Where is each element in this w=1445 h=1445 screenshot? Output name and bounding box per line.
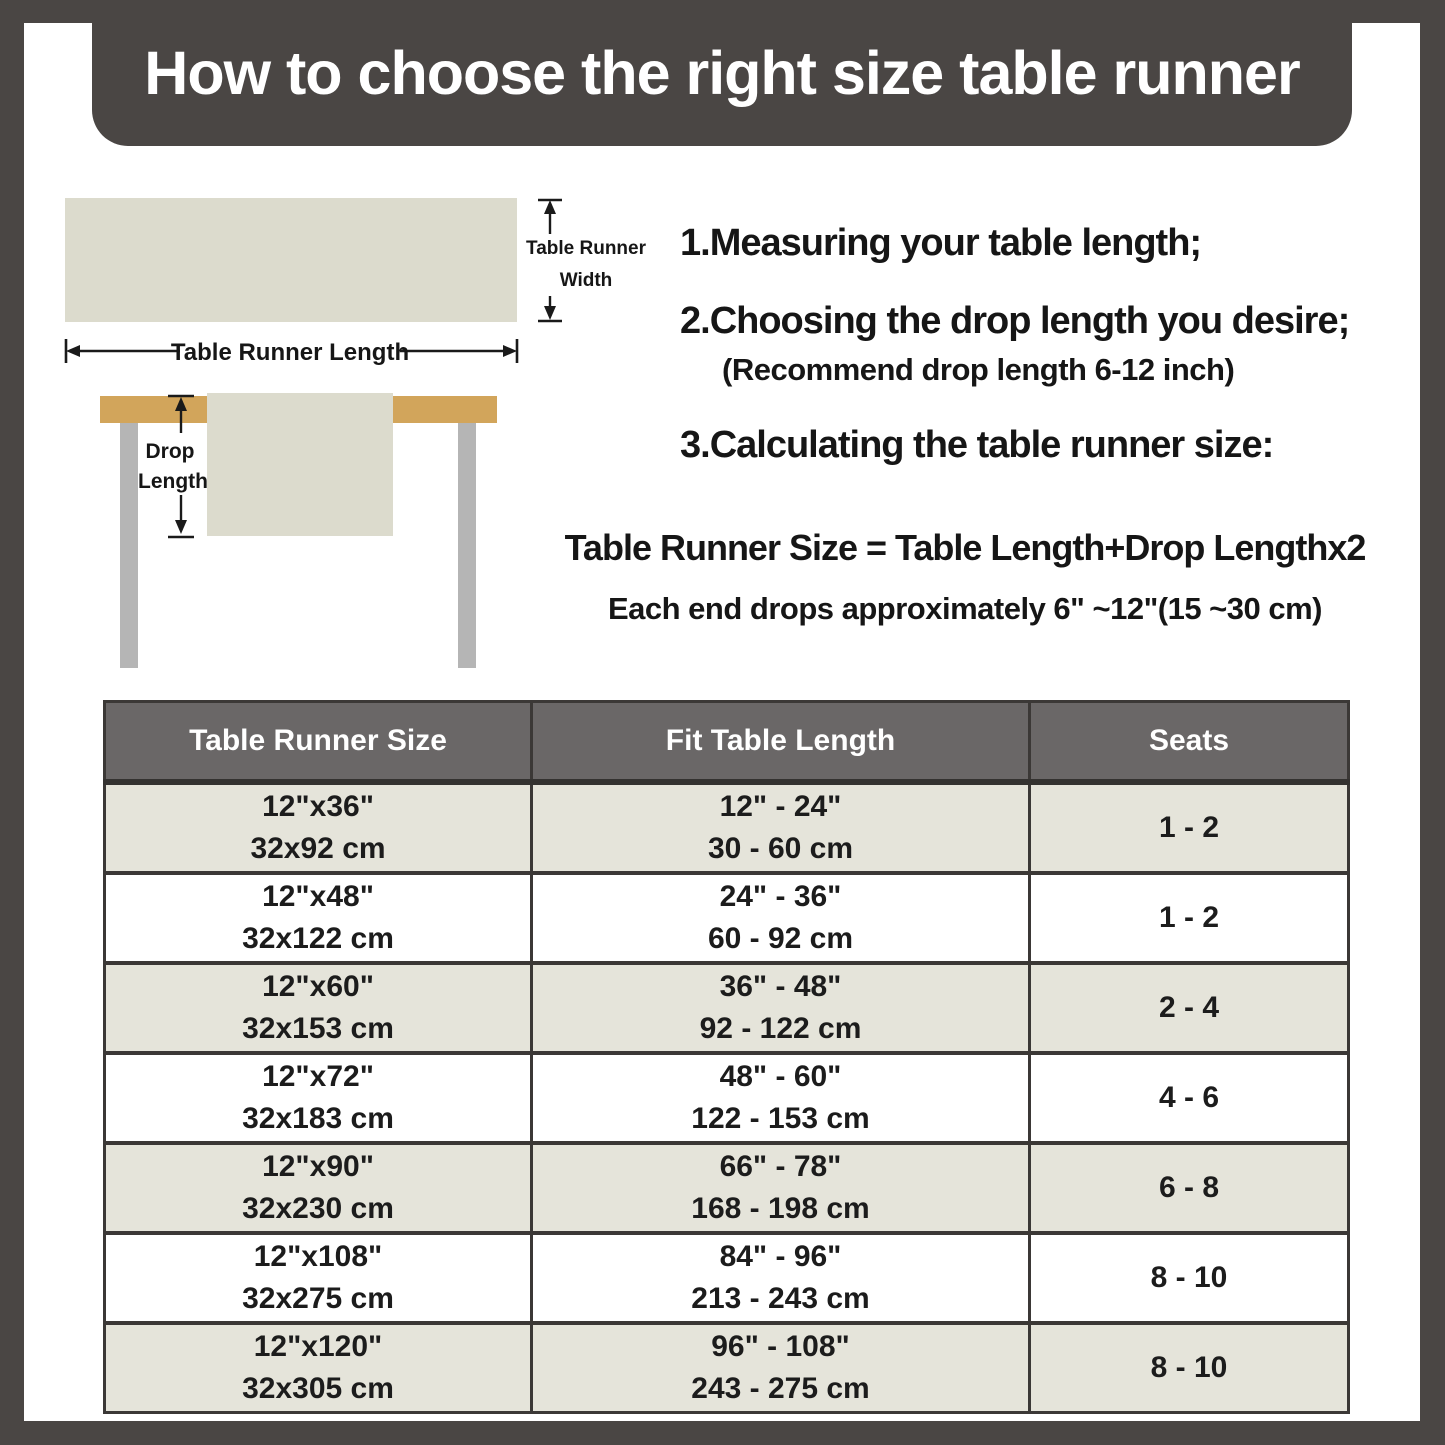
size-inches: 12"x120" — [253, 1330, 383, 1363]
size-inches: 12"x72" — [262, 1060, 374, 1093]
fit-length-cell — [532, 1323, 1030, 1413]
runner-size-cell — [105, 1143, 532, 1233]
width-label-line2: Width — [559, 270, 613, 291]
size-cm: 32x153 cm — [242, 1012, 394, 1045]
runner-size-cell — [105, 963, 532, 1053]
size-inches: 12"x60" — [262, 970, 374, 1003]
table-row — [105, 1053, 1349, 1143]
size-table — [103, 700, 1350, 1414]
table-row — [105, 782, 1349, 873]
size-cm: 32x230 cm — [242, 1192, 394, 1225]
size-cm: 32x92 cm — [250, 832, 386, 865]
col-header-fit-length: Fit Table Length — [532, 702, 1030, 783]
fit-cm: 30 - 60 cm — [707, 832, 854, 865]
fit-cm: 213 - 243 cm — [691, 1282, 870, 1315]
frame-border-bottom — [0, 1421, 1445, 1445]
seats-cell: 4 - 6 — [1030, 1053, 1349, 1143]
size-cm: 32x275 cm — [242, 1282, 394, 1315]
fit-inches: 48" - 60" — [719, 1060, 842, 1093]
size-inches: 12"x48" — [262, 880, 374, 913]
col-header-runner-size: Table Runner Size — [105, 702, 532, 783]
size-inches: 12"x90" — [262, 1150, 374, 1183]
seats-cell: 8 - 10 — [1030, 1233, 1349, 1323]
step-2: 2.Choosing the drop length you desire; — [680, 300, 1350, 342]
seats-cell: 6 - 8 — [1030, 1143, 1349, 1233]
size-table-header-row — [105, 702, 1349, 783]
fit-cm: 60 - 92 cm — [707, 922, 854, 955]
size-inches: 12"x108" — [253, 1240, 383, 1273]
drop-label-line2: Length — [138, 470, 208, 493]
table-row — [105, 1233, 1349, 1323]
col-header-seats: Seats — [1030, 702, 1349, 783]
fit-length-cell — [532, 1233, 1030, 1323]
runner-size-cell — [105, 782, 532, 873]
fit-length-cell — [532, 782, 1030, 873]
title-banner — [92, 0, 1352, 146]
table-row — [105, 963, 1349, 1053]
runner-size-formula: Table Runner Size = Table Length+Drop Lengthx2 — [564, 527, 1366, 568]
step-3: 3.Calculating the table runner size: — [680, 424, 1274, 466]
fit-length-cell — [532, 963, 1030, 1053]
fit-cm: 92 - 122 cm — [699, 1012, 862, 1045]
size-cm: 32x183 cm — [242, 1102, 394, 1135]
frame-border-left — [0, 0, 24, 1445]
seats-cell: 1 - 2 — [1030, 873, 1349, 963]
fit-length-cell — [532, 873, 1030, 963]
step-1: 1.Measuring your table length; — [680, 222, 1202, 264]
drop-range-note: Each end drops approximately 6" ~12"(15 ~30 cm) — [607, 591, 1323, 626]
runner-size-cell — [105, 1053, 532, 1143]
table-leg-right — [458, 423, 476, 668]
drop-label-line1: Drop — [145, 440, 195, 463]
runner-size-cell — [105, 1233, 532, 1323]
width-dimension-arrow — [538, 200, 562, 321]
fit-inches: 84" - 96" — [719, 1240, 842, 1273]
table-row — [105, 873, 1349, 963]
length-label: Table Runner Length — [170, 339, 410, 366]
fit-length-cell — [532, 1143, 1030, 1233]
step-2-note: (Recommend drop length 6-12 inch) — [722, 352, 1235, 387]
runner-size-cell — [105, 873, 532, 963]
table-runner-draped — [207, 393, 393, 536]
seats-cell: 1 - 2 — [1030, 782, 1349, 873]
fit-cm: 243 - 275 cm — [691, 1372, 870, 1405]
table-leg-left — [120, 423, 138, 668]
frame-border-right — [1420, 0, 1445, 1445]
fit-inches: 96" - 108" — [711, 1330, 850, 1363]
fit-inches: 66" - 78" — [719, 1150, 842, 1183]
table-row — [105, 1323, 1349, 1413]
seats-cell: 2 - 4 — [1030, 963, 1349, 1053]
fit-length-cell — [532, 1053, 1030, 1143]
runner-size-cell — [105, 1323, 532, 1413]
size-cm: 32x122 cm — [242, 922, 394, 955]
size-inches: 12"x36" — [262, 790, 374, 823]
width-label-line1: Table Runner — [526, 238, 646, 259]
fit-cm: 168 - 198 cm — [691, 1192, 870, 1225]
fit-inches: 24" - 36" — [719, 880, 842, 913]
table-row — [105, 1143, 1349, 1233]
fit-inches: 36" - 48" — [719, 970, 842, 1003]
page-title: How to choose the right size table runner — [144, 39, 1300, 107]
fit-cm: 122 - 153 cm — [691, 1102, 870, 1135]
table-runner-top-view — [65, 198, 517, 322]
size-cm: 32x305 cm — [242, 1372, 394, 1405]
seats-cell: 8 - 10 — [1030, 1323, 1349, 1413]
fit-inches: 12" - 24" — [719, 790, 842, 823]
